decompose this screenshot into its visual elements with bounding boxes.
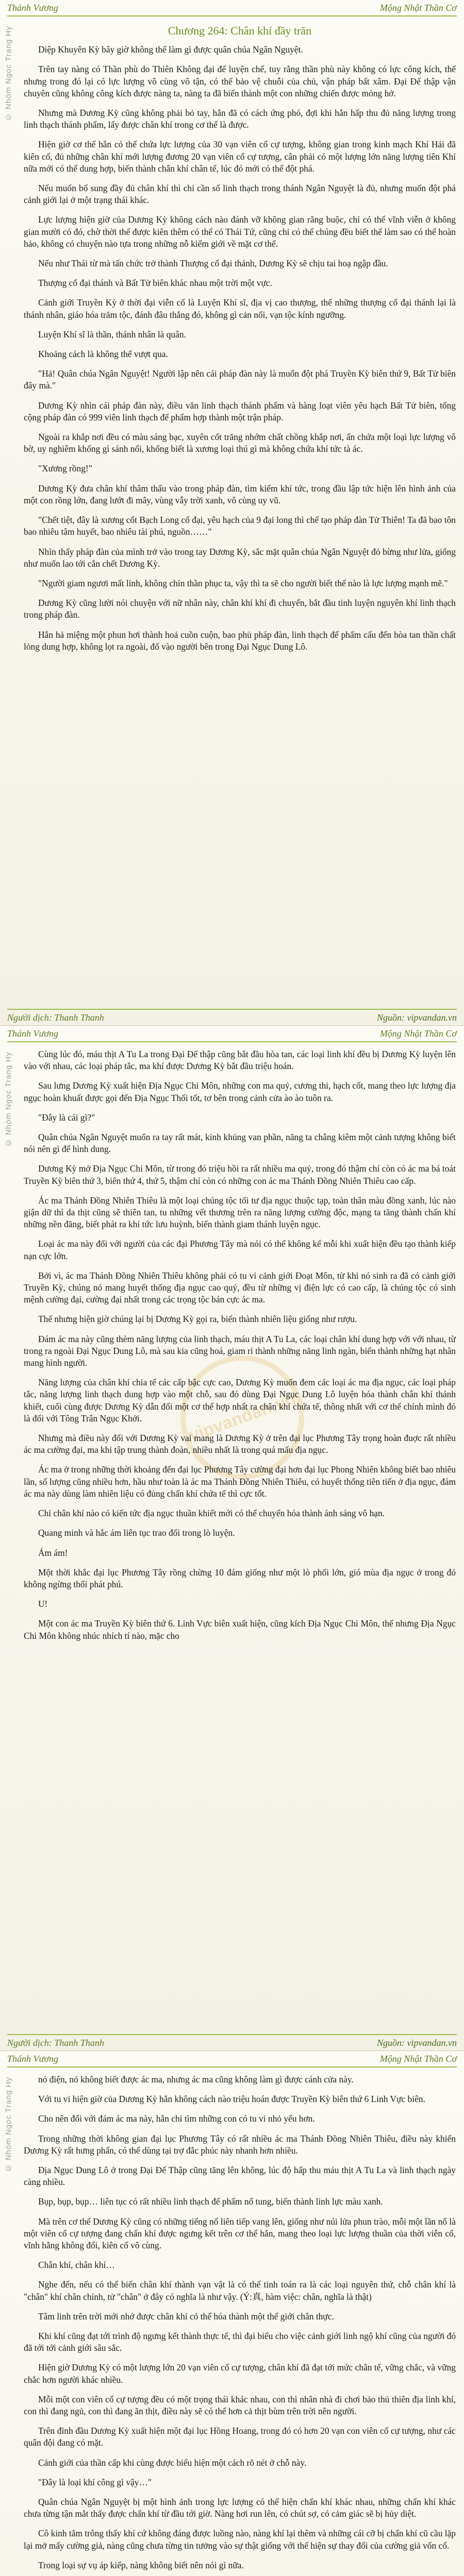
paragraph: Dương Kỳ cũng lười nói chuyện với nữ nhân này, chân khí khí đi chuyển, bắt đầu tinh luyện nguyên khí linh thạch trong pháp đàn. <box>24 598 456 620</box>
paragraph: Trong những thời không gian đại lục Phương Tây có rất nhiều ác ma Thánh Đồng Nhiên Thiêu, điều này khiến Dương Kỳ rất hưng phấn, có thể dùng tại trợ đắc phúc này nhanh hơn nhiều. <box>24 2133 456 2156</box>
paragraph: Luyện Khí sĩ là thần, thánh nhân là quân. <box>38 329 186 340</box>
paragraph: Dương Kỳ đưa chân khí thâm thấu vào trong pháp đàn, tìm kiếm khí tức, trong đầu lập tức hiện lên hình ảnh của một con rồng lớn, đang lướt đi mây, vùng vẫy trời xanh, vô cùng uy vũ. <box>24 483 456 505</box>
paragraph: Trên tay nàng có Thần phù do Thiên Không đại đế luyện chế, tuy rằng thần phù này không có lực công kích, thế nhưng trong đó lại có lực lượng vô cùng vô tận, có thể bảo vệ chuỗi của chủ, vận pháp bất xâm. Đại Đế thập vận chuyên cũng không công kích được nàng ta, nàng ta đã biến thành một con những chiến được mỏng hở. <box>24 64 456 98</box>
page-content <box>24 1048 456 2028</box>
paragraph: Địa Ngục Dung Lô ở trong Đại Đế Thập cũng tăng lên không, lúc độ hấp thu máu thịt A Tu La và linh thạch ngày càng nhiều. <box>24 2165 456 2188</box>
paragraph: Quân chúa Ngân Nguyệt bị một hình ảnh trong lực lượng có thể hiện chấn khí khác nhau, những chấn khí khác chưa từng tận mắt thấy được chấn khí từ đầu tới giờ. Nàng hơi run lên, có chút sợ, có cảm giác sẽ bị hủy diệt. <box>24 2497 456 2519</box>
site-name: Mộng Nhật Thần Cơ <box>379 2053 457 2064</box>
chapter-title: Chương 264: Chân khí đầy trăn <box>168 24 312 37</box>
page-2 <box>0 1025 464 2050</box>
paragraph: "Người giam ngươi mất linh, không chín thần phục ta, vậy thì ta sẽ cho người biết thế nào là lực lượng mạnh mẽ." <box>38 578 448 588</box>
paragraph: "Đây là loại khí công gì vậy…" <box>38 2477 152 2487</box>
paragraph: Tâm linh trên trời mới nhớ được chân khí có thể hóa thành một thể giới chân thực. <box>38 2311 334 2321</box>
paragraph: Nhưng mà Dương Kỳ cũng không phải bỏ tay, hắn đã có cách ứng phó, đợi khi hắn hấp thu đủ năng lượng trong linh thạch thánh phẩm, lấy được chân khí trong cơ thể là được. <box>24 108 456 130</box>
paragraph: Dương Kỳ nhìn cái pháp đàn này, điều văn linh thạch thánh phẩm và hàng loạt viên yêu hạch Bất Tử biên, tổng cộng pháp đàn có 999 viên linh thạch để phẩm hợp thành một trận pháp. <box>24 400 456 422</box>
paragraph: Cảnh giới Truyền Kỳ ở thời đại viễn cổ là Luyện Khí sĩ, địa vị cao thượng, thế những thượng cổ đại thánh lại là thánh nhân, giáo hóa trăm tộc, đánh đâu thắng đó, không gì cản nổi, vạn tộc kính ngưỡng. <box>24 297 456 320</box>
paragraph: "Hả! Quân chúa Ngân Nguyệt! Người lập nên cái pháp đàn này là muốn đột phá Truyền Kỳ biên thứ 9, Bất Tử biên đây mà." <box>24 368 456 391</box>
paragraph: Cho nên đối với đám ác ma này, hắn chỉ tìm những con có tu vi nhỏ yếu hơn. <box>38 2113 315 2124</box>
paragraph: Nhìn thấy pháp đàn của mình trở vào trong tay Dương Kỳ, sắc mặt quân chúa Ngân Nguyệt đỏ bừng như lửa, giống như muốn lao tới cắn chết Dương Kỳ. <box>24 546 456 569</box>
paragraph: Sau lưng Dương Kỳ xuất hiện Địa Ngục Chi Môn, những con ma quỷ, cương thi, hạch cốt, mang theo lực lượng địa ngục hoàn khuất được gọi đến Địa Ngục Thối tốt, tơ bên trong cảnh cửa ào ào tuôn ra. <box>24 1080 456 1103</box>
paragraph: Khi khí cũng đạt tới trình độ ngưng kết thành thực tế, thì đại biểu cho việc cảnh giới linh ngộ khí cũng của người đó đã tới tới cảnh giới sâu sắc. <box>24 2331 456 2353</box>
paragraph: Hắn hả miệng một phun hơi thành hoả cuồn cuộn, bao phủ pháp đàn, linh thạch để phẩm cấu đến hòa tan thần chất lỏng dung hợp, không lọt ra ngoài, đổ vào người bên trong Đại Ngục Dung Lô. <box>24 629 456 652</box>
paragraph: nó điện, nó không biết được ác ma, nhưng ác ma cũng không làm gì được cánh cửa này. <box>38 2074 354 2084</box>
paragraph: Cảnh giới của thần cấp khi cùng được biểu hiện một cách rõ nét ở chỗ này. <box>38 2457 307 2468</box>
page-3 <box>0 2050 464 2576</box>
sidebar-watermark: © Nhóm Ngọc Trang Hy <box>4 26 13 122</box>
paragraph: "Đây là cái gì?" <box>38 1112 95 1123</box>
paragraph: Quân chúa Ngân Nguyệt muốn ra tay rất mát, kinh khủng van phần, năng ta chẳng kiêm một cảnh tượng không biết nói nên gì để hình dung. <box>24 1132 456 1155</box>
sidebar <box>4 1046 15 2030</box>
paragraph: Hiện giờ cơ thể hắn có thể chứa lực lượng của 30 vạn viên cổ cự tượng, không gian trong kinh mạch Khí Hải đã kiên cố, đủ những chân khí mới lượng đương 20 vạn viên cổ cự tượng, cân phải có một lượng lớn năng lượng tiên Khí nữa mới có thể dung hợp, biến thành chân khí chân tế, lúc đó mới có thể đột phá. <box>24 139 456 174</box>
sidebar <box>4 2072 15 2576</box>
translator-credit: Người dịch: Thanh Thanh <box>7 2037 104 2048</box>
site-name: Mộng Nhật Thần Cơ <box>379 1028 457 1039</box>
paragraph: Ngoài ra khắp nơi đều có màu sáng bạc, xuyên cốt trăng nhớm chất chồng khắp nơi, ẩn chứa một loại lực lượng vô bờ, uy nghiêm khổng gì sánh nổi, khổng biết là xương loại thú gì mà không chứa khí tức tà ác. <box>24 432 456 454</box>
sidebar <box>4 21 15 1005</box>
paragraph: Thượng cổ đại thánh và Bất Tử biên khác nhau một trời một vực. <box>38 278 272 289</box>
paragraph: Đám ác ma này cũng thèm năng lượng của linh thạch, máu thịt A Tu La, các loại chân khí dung hợp với với nhau, từ trong ra ngoài Đại Ngục Dung Lô, mà sau kia cũng hoá, giam rỉ thành những năng linh ngàn, biến thành những hạt nhân mang hình người. <box>24 1333 456 1368</box>
paragraph: Diệp Khuyên Kỳ bây giờ không thể làm gì được quân chúa Ngân Nguyệt. <box>38 44 303 55</box>
page-content <box>24 2074 456 2576</box>
paragraph: Nhưng mà điều này đối với Dương Kỳ vai mang là Dương Kỳ ở trên đại lục Phương Tây trọng hoàn đuợc rất nhiều ác ma cường đại, ma khi tập trung thành đoàn, nhiều nhất là trong quá mấu địa ngục. <box>24 1433 456 1455</box>
page-footer <box>7 2034 457 2050</box>
site-name: Mộng Nhật Thần Cơ <box>379 2 457 13</box>
paragraph: "Xương rồng!" <box>38 463 92 474</box>
paragraph: Dương Kỳ mở Địa Ngục Chi Môn, từ trong đó triệu hồi ra rất nhiều ma quỷ, trong đó thậm chí còn có ác ma bá toát Truyền Kỳ biên thứ 3, biên thứ 4, thứ 5, thậm chí còn có những con ác ma Thánh Đồng Nhiên Thiêu cao cấp. <box>24 1163 456 1186</box>
paragraph: Ám ám! <box>38 1547 68 1558</box>
watermark-stamp-text: vipvandan.vn <box>186 1388 299 1446</box>
paragraph: Ác ma ở trong những thời khoảng đến đại lục Phương Tây cường đại hơn đại lục Phong Nhiên không biết bao nhiêu lần, số lượng cũng nhiều hơn, hầu như toàn là ác ma Thánh Đồng Nhiên Thiêu, có huyết thống tiên tiến ở địa ngục, đám ác ma này dùng làm nhiên liệu có đủng chấn khí chứa tế thì cực tốt. <box>24 1464 456 1499</box>
book-title: Thánh Vương <box>7 2 58 13</box>
sidebar-watermark: © Nhóm Ngọc Trang Hy <box>4 1052 13 1147</box>
sidebar-watermark: © Nhóm Ngọc Trang Hy <box>4 2077 13 2173</box>
book-title: Thánh Vương <box>7 2053 58 2064</box>
paragraph: Trong loại sự vụ áp kiếp, nàng không biết nên nói gì nữa. <box>38 2560 244 2570</box>
paragraph: Chân khí, chân khí… <box>38 2260 115 2270</box>
paragraph: Với tu vi hiện giờ của Dương Kỳ hắn không cách nào triệu hoán được Truyền Kỳ biên thứ 6 Linh Vực biên. <box>38 2094 425 2105</box>
paragraph: Cùng lúc đó, máu thịt A Tu La trong Đại Đế thập cũng bắt đầu hòa tan, các loại linh khí đều bị Dương Kỳ luyện lên vào với nhau, các loại pháp tắc, ma khí được Dương Kỳ bắt đầu triệu hoán. <box>24 1049 456 1072</box>
paragraph: U! <box>38 1599 48 1609</box>
paragraph: Mà trên cơ thể Dương Kỳ cũng có những tiếng nổ liên tiếp vang lên, giống như núi lửa phun trào, mỗi một lần nổ là một viên cổ cự tượng đang chấn khí được ngưng kết trên cơ thể hắn, mang theo loại lực lượng thuần của thời viễn cổ, vĩnh hằng không đổi, kiên cố vô cùng. <box>24 2216 456 2251</box>
paragraph: Nếu muốn bổ sung đầy đủ chân khí thì chỉ cần số linh thạch trong thánh Ngân Nguyệt là đủ, nhưng muốn đột phá cảnh giới lại ở một trạng thái khác. <box>24 183 456 206</box>
source-credit: Nguồn: vipvandan.vn <box>377 2037 457 2048</box>
paragraph: Cô kinh tắm trông thấy khí cứ không đáng được luồng nào, nàng khí lại thêm và những cái cỡ bị chấn khí cũ cầu lặp lại mở mấy cường giả, nàng cũng chưa từng tin tưởng vào sự thật giống với thể hiện sự thay đổi của cường giả vốn cổ. <box>24 2528 456 2551</box>
paragraph: Năng lượng của chân khí chia tế các cấp bậc cực cao, Dương Kỳ muốn đem các loại ác ma địa ngục, các loại pháp tắc, năng lượng linh thạch dung hợp vào một chỗ, sau đó dùng Đại Ngục Dung Lô luyện hóa thành chân khí thánh khiết, cuối cùng được Dương Kỳ dẫn đổi một cơ thể hợp nhất ra chân khí chứa tế, thông nhất với cơ thể chính mình đó là đối với Tông Trân Ngục Khởi. <box>24 1377 456 1423</box>
paragraph: Nghe đến, nếu có thể biến chân khí thành vạn vật là có thể tinh toán ra là các loại nguyên thứ, chỗ chân khí là "chân" khí chân chính, tử "chân" ở đây có nghĩa là như vậy. (Ý:真, hàm việc: chân, nghĩa là thật) <box>24 2279 456 2302</box>
paragraph: Quang minh và hắc ám liên tục trao đổi trong lò luyện. <box>38 1528 235 1538</box>
paragraph: Trên đỉnh đầu Dương Kỳ xuất hiện một đại lục Hồng Hoang, trong đó có hơn 20 vạn con viên cổ cự tượng, như các quân đội đang có mặt. <box>24 2426 456 2448</box>
paragraph: Bụp, bụp, bụp… liên tục có rất nhiều linh thạch đế phẩm nổ tung, biến thành linh lực màu xanh. <box>38 2196 383 2207</box>
paragraph: Khoảng cách là không thể vượt qua. <box>38 349 168 360</box>
page-header <box>7 2051 457 2067</box>
translator-credit: Người dịch: Thanh Thanh <box>7 1012 104 1023</box>
paragraph: Nếu như Thái từ mà tấn chức trở thành Thượng cổ đại thánh, Dương Kỳ sẽ chịu tai hoạ ngập đầu. <box>38 258 388 269</box>
page-header <box>7 1026 457 1042</box>
paragraph: Hiện giờ Dương Kỳ có một lượng lớn 20 vạn viên cổ cự tượng, chân khí đã đạt tới mức chân tế, vững chắc, và vững chắc hơn người khác nhiều. <box>24 2362 456 2385</box>
book-title: Thánh Vương <box>7 1028 58 1039</box>
page-header <box>7 0 457 16</box>
paragraph: Lực lượng hiện giờ của Dương Kỳ không cách nào đánh vỡ không gian rằng buộc, chỉ có thể vĩnh viễn ở không gian mười có đó, chờ thời thế được kiên thêm có thể có Thái Tứ, cũng chỉ có thể chúng đều biết thế làm sao có thể hoàn hảo, không có chuyện nào tựa trong những nỗ kiếm giới về mặt cơ thể. <box>24 214 456 249</box>
paragraph: Chỉ chân khí nào có kiến tức địa ngục thuần khiết mới có thể chuyển hóa thành ánh sáng vô hạn. <box>38 1508 385 1519</box>
paragraph: Mỗi một con viên cổ cự tượng đều có một trọng thái khác nhau, con thì nhân nhà đi chơi bảo thủ thiên địa linh khí, con thì đang ngủ, con thì đang ăn thịt, điều này sẽ có thể hơn cả thịt bùm trên trời nên người. <box>24 2394 456 2417</box>
paragraph: "Chết tiệt, đây là xương cốt Bạch Long cổ đại, yêu hạch của 9 đại long thì chế tạo pháp đàn Tử Thiên! Ta đã bao tôn bao nhiêu tâm huyết, bao nhiêu tài phú, nguồn……" <box>24 515 456 537</box>
paragraph: Một thời khắc đại lục Phương Tây rồng chừng 10 đám giống như một lò phối lớn, gió mùa địa ngục ở trong đó không ngừng thổi phát phú. <box>24 1567 456 1589</box>
source-credit: Nguồn: vipvandan.vn <box>377 1012 457 1023</box>
page-content <box>24 23 456 1003</box>
paragraph: Ác ma Thánh Đồng Nhiên Thiêu là một loại chúng tộc tối tư địa ngục thuộc tạp, toàn thân màu đồng xanh, lúc nào giận dữ thì da thịt cũng sẽ thiên tan, tu những vết thương trên ra năng lượng cường độc, mạng ta tăng thành chấn khí những nền đăng, biết phát ra khí tức lưu huỳnh, biến thành giam thánh luyện ngục. <box>24 1195 456 1230</box>
paragraph: Bởi vì, ác ma Thánh Đồng Nhiên Thiêu không phải có tu vi cảnh giới Đoạt Môn, từ khi nó sinh ra đã có cảnh giới Truyền Kỳ, chúng nó mang huyết thống địa ngục cao quý, đều từ những vị điện lực có cao cấp, là chúng tộc có sinh mệnh cường đại, cường đại nhất trong các trọng tộc bán cực ác ma. <box>24 1270 456 1305</box>
page-footer <box>7 1009 457 1025</box>
paragraph: Một con ác ma Truyền Kỳ biên thứ 6. Linh Vực biên xuất hiện, cũng kích Địa Ngục Chi Môn, thế nhưng Địa Ngục Chi Môn không nhúc nhích tí nào, mặc cho <box>24 1618 456 1641</box>
page-1 <box>0 0 464 1025</box>
paragraph: Thế nhưng hiện giờ chúng lại bị Dương Kỳ gọi ra, biến thành nhiên liệu giống như rượu. <box>38 1314 357 1325</box>
paragraph: Loại ác ma này đối với người của các đại Phương Tây mà nói có thể không kể mỗi khi xuất hiện đều tạo thành kiếp nạn cực lớn. <box>24 1239 456 1261</box>
